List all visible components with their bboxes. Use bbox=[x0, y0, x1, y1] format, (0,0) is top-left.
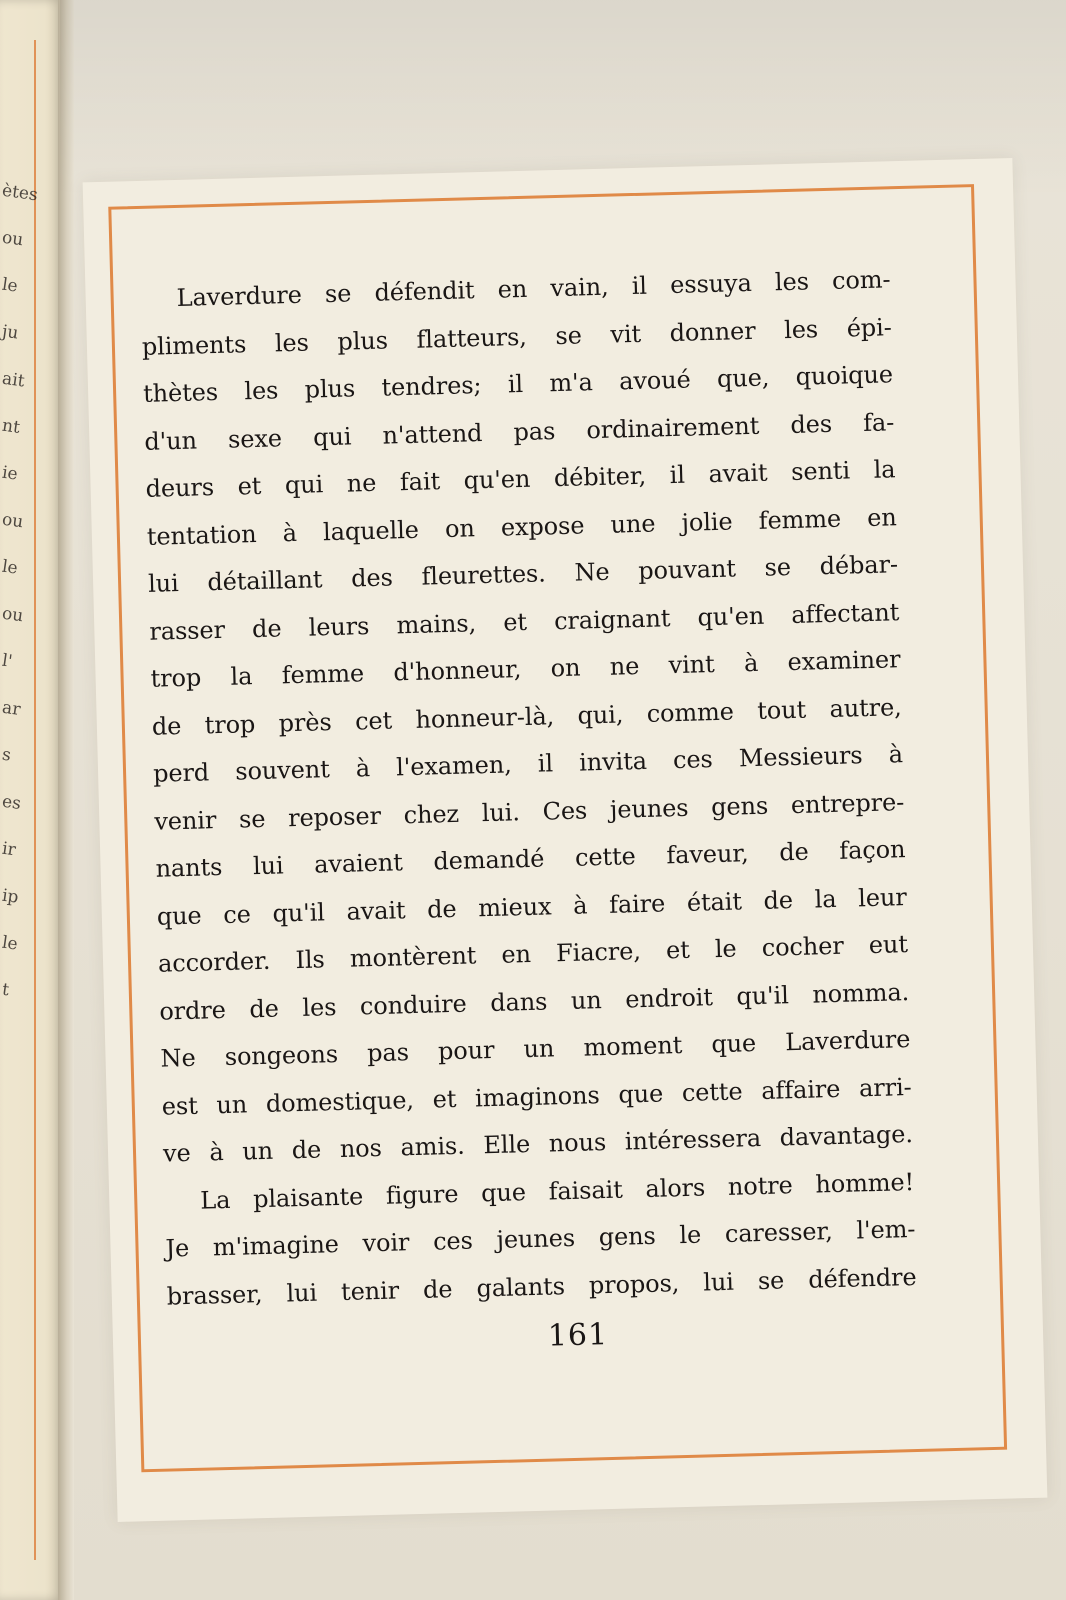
left-fragment: ip bbox=[0, 885, 20, 908]
text-line: ve à un de nos amis. Elle nous intéressera davantage. bbox=[162, 1120, 914, 1168]
left-fragment: ju bbox=[0, 321, 20, 344]
body-text bbox=[140, 256, 917, 1320]
left-fragment: t bbox=[0, 979, 11, 1001]
left-fragment: ou bbox=[0, 509, 25, 533]
left-fragment: le bbox=[0, 274, 19, 297]
text-line: nants lui avaient demandé cette faveur, de façon bbox=[155, 835, 906, 883]
text-line: rasser de leurs mains, et craignant qu'en affectant bbox=[149, 597, 900, 646]
text-line: que ce qu'il avait de mieux à faire était de la leur bbox=[156, 882, 907, 931]
text-line: trop la femme d'honneur, on ne vint à examiner bbox=[150, 645, 901, 693]
left-fragment: le bbox=[0, 556, 19, 579]
left-fragment: ou bbox=[0, 227, 25, 251]
left-fragment: ètes bbox=[0, 180, 39, 206]
text-line: Laverdure se défendit en vain, il essuya les com- bbox=[176, 265, 891, 312]
text-line: ordre de les conduire dans un endroit qu'il nomma. bbox=[158, 977, 910, 1026]
left-fragment: ou bbox=[0, 603, 25, 627]
left-fragment: ir bbox=[0, 838, 18, 861]
text-line: d'un sexe qui n'attend pas ordinairement des fa- bbox=[144, 407, 895, 456]
text-line: lui détaillant des fleurettes. Ne pouvant se débar- bbox=[147, 550, 899, 598]
text-line: pliments les plus flatteurs, se vit donner les épi- bbox=[141, 312, 893, 361]
left-fragment: ait bbox=[0, 368, 26, 392]
text-line: deurs et qui ne fait qu'en débiter, il avait senti la bbox=[145, 455, 896, 503]
left-fragment: s bbox=[0, 744, 13, 766]
left-fragment: nt bbox=[0, 415, 22, 438]
text-line: La plaisante figure que faisait alors notre homme! bbox=[199, 1167, 915, 1215]
left-fragment: l' bbox=[0, 650, 14, 672]
text-line: thètes les plus tendres; il m'a avoué que, quoique bbox=[142, 360, 894, 408]
right-page bbox=[83, 158, 1048, 1522]
left-page-text-fragments bbox=[0, 170, 40, 1016]
page-number: 161 bbox=[547, 1317, 609, 1354]
left-fragment: es bbox=[0, 791, 23, 815]
left-fragment: ie bbox=[0, 462, 19, 485]
text-line: de trop près cet honneur-là, qui, comme tout autre, bbox=[151, 692, 902, 741]
text-line: Ne songeons pas pour un moment que Laverdure bbox=[160, 1025, 911, 1073]
text-line: venir se reposer chez lui. Ces jeunes gens entrepre- bbox=[154, 787, 905, 836]
left-fragment: le bbox=[0, 932, 19, 955]
text-line: perd souvent à l'examen, il invita ces Messieurs à bbox=[152, 740, 904, 788]
text-line: accorder. Ils montèrent en Fiacre, et le cocher eut bbox=[157, 930, 909, 978]
left-page-edge bbox=[0, 0, 64, 1600]
book-gutter bbox=[58, 0, 74, 1600]
text-line: brasser, lui tenir de galants propos, lui se défendre bbox=[166, 1262, 917, 1311]
text-line: est un domestique, et imaginons que cette affaire arri- bbox=[161, 1072, 912, 1121]
text-line: Je m'imagine voir ces jeunes gens le caresser, l'em- bbox=[165, 1214, 916, 1263]
text-line: tentation à laquelle on expose une jolie femme en bbox=[146, 502, 898, 551]
left-fragment: ar bbox=[0, 697, 22, 720]
